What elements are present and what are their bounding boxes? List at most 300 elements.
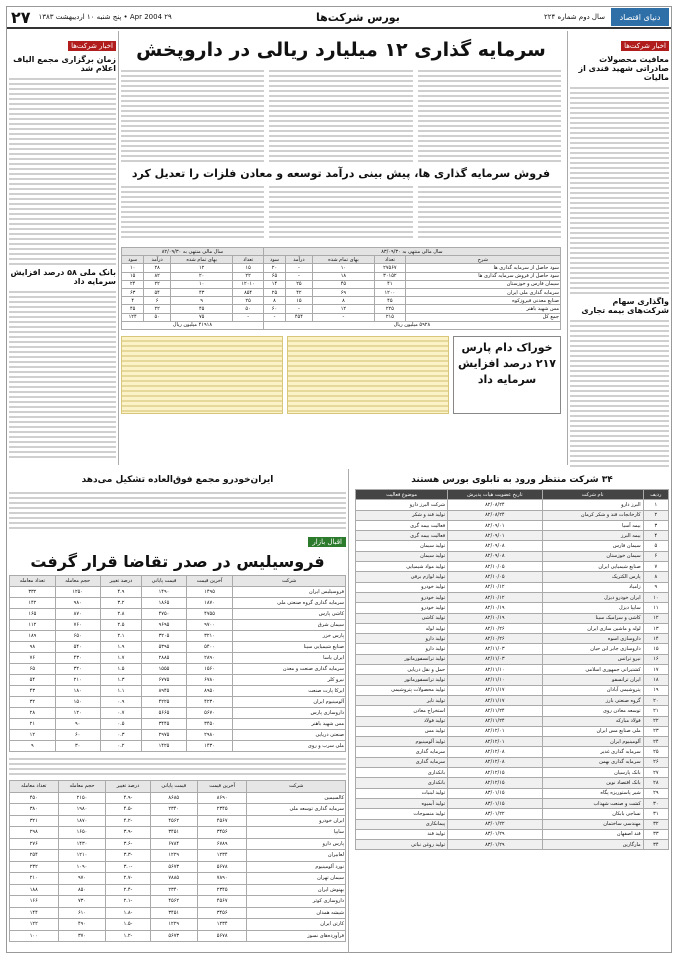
table-cell: بانک پارسیان: [542, 768, 643, 778]
newspaper-page: [6, 6, 672, 953]
table-cell: ملی سرب و روی: [233, 741, 346, 752]
table-cell: ۲۳۴۰: [150, 884, 198, 896]
table-cell: تولید مواد شیمیایی: [356, 562, 448, 572]
column-header: ردیف: [643, 490, 668, 500]
table-cell: ۷۵: [170, 313, 232, 321]
table-cell: ۲۷۶: [10, 838, 59, 850]
table-cell: ۱۵۵۵: [142, 664, 187, 675]
table-cell: ۳۲۱: [10, 815, 59, 827]
table-cell: مهندسی ساختمان: [542, 819, 643, 829]
table-cell: تولید لوازم برقی: [356, 572, 448, 582]
table-cell: ۱.۷: [100, 653, 141, 664]
table-cell: لوله و ماشین سازی ایران: [542, 623, 643, 633]
table-cell: ۸۲/۱۲/۱۵: [448, 778, 543, 788]
table-row: [356, 572, 669, 582]
table-cell: سیمان فارس: [542, 541, 643, 551]
investment-box: [453, 336, 561, 414]
table-cell: ۸۲/۰۹/۰۱: [448, 520, 543, 530]
table-cell: ۳۴۵۱: [150, 827, 198, 839]
table-cell: ۲: [643, 510, 668, 520]
table-cell: ۲۰: [263, 264, 285, 272]
table-row: [356, 531, 669, 541]
table-cell: ۲۲۵: [375, 305, 405, 313]
losers-table: [9, 780, 346, 942]
table-cell: ۱۸۷۰: [58, 815, 106, 827]
column-header: قیمت پایانی: [150, 781, 198, 793]
table-row: [356, 716, 669, 726]
table-cell: بهنوش ایران: [247, 884, 346, 896]
table-cell: ۸۲/۱۲/۰۸: [448, 747, 543, 757]
table-cell: فولاد مبارکه: [542, 716, 643, 726]
table-header-row: [356, 490, 669, 500]
table-cell: ۹۷۰۰: [186, 620, 232, 631]
table-row: [10, 930, 346, 942]
column-header: درصد تغییر: [100, 576, 141, 587]
table-cell: آلومینیوم ایران: [542, 737, 643, 747]
table-cell: -۱.۲: [106, 930, 150, 942]
table-row: [10, 827, 346, 839]
sidebar-headline-2: واگذاری سهام شرکت‌های بیمه تجاری: [581, 297, 669, 315]
table-row: [10, 598, 346, 609]
table-cell: ۷۸۸۵: [150, 873, 198, 885]
table-cell: ۴۲۳۰: [186, 697, 232, 708]
lower-boxes: [121, 336, 561, 414]
table-row: [122, 280, 561, 288]
table-cell: -۴.۵: [106, 804, 150, 816]
left-body-text-2: [9, 288, 116, 458]
table-cell: ۱۵: [233, 264, 263, 272]
table-row: [356, 551, 669, 561]
table-cell: ۱۱۲: [10, 620, 56, 631]
table-cell: تولید قند: [356, 829, 448, 839]
table-cell: ۴.۹: [100, 587, 141, 598]
table-cell: ۱۲: [170, 264, 232, 272]
table-cell: کشتیرانی جمهوری اسلامی: [542, 665, 643, 675]
newspaper-logo: دنیای اقتصاد: [611, 8, 669, 26]
table-cell: ۵۶۷۳: [150, 930, 198, 942]
table-cell: تولید آلومینیوم: [356, 737, 448, 747]
table-cell: ۲۵: [263, 288, 285, 296]
table-cell: ۸۲/۱۱/۲۴: [448, 706, 543, 716]
table-cell: ۱۸: [643, 675, 668, 685]
highlight-box: [287, 336, 449, 414]
table-cell: ۲۰: [643, 695, 668, 705]
table-cell: توسعه معادن روی: [542, 706, 643, 716]
table-cell: ۲۸: [144, 264, 171, 272]
pending-listings: [353, 469, 671, 953]
table-cell: ۸۲/۱۰/۰۵: [448, 562, 543, 572]
table-cell: تولید روغن نباتی: [356, 840, 448, 850]
table-cell: کالسیمین: [247, 792, 346, 804]
table-cell: ۴۹۰: [58, 919, 106, 931]
column-header: درآمد: [144, 256, 171, 264]
column-header: سود: [263, 256, 285, 264]
table-cell: ۱۲: [10, 730, 56, 741]
table-cell: تولید قند و شکر: [356, 510, 448, 520]
table-cell: ۲۸۹۰: [186, 653, 232, 664]
table-cell: ۱.۵: [100, 664, 141, 675]
table-cell: کشت و صنعت شهداب: [542, 798, 643, 808]
table-row: [356, 675, 669, 685]
table-cell: ۴۳: [10, 686, 56, 697]
table-cell: ۴۵: [312, 280, 374, 288]
column-header: بهای تمام شده: [170, 256, 232, 264]
article-column: [121, 183, 264, 241]
table-row: [10, 730, 346, 741]
table-cell: آلومینیوم ایران: [233, 697, 346, 708]
table-cell: ۵۶۶۵: [142, 708, 187, 719]
table-cell: ۹۰: [55, 719, 100, 730]
table-cell: کارتن ایران: [247, 919, 346, 931]
table-cell: -۳.۹: [106, 827, 150, 839]
table-cell: ۸۹۴۵: [142, 686, 187, 697]
table-row: [10, 838, 346, 850]
table-cell: سرمایه گذاری صنعت و معدن: [233, 664, 346, 675]
table-row: [356, 500, 669, 510]
table-cell: ۸۲/۰۹/۰۱: [448, 531, 543, 541]
table-row: [356, 737, 669, 747]
table-cell: ۶۵: [10, 664, 56, 675]
table-cell: ۸۲: [144, 272, 171, 280]
table-cell: ۴۲: [286, 288, 313, 296]
table-cell: -۱.۸: [106, 907, 150, 919]
table-footer-row: [122, 321, 561, 329]
table-row: [356, 582, 669, 592]
sidebar-ribbon: اخبار شرکت‌ها: [621, 41, 669, 51]
left-headline-2: بانک ملی ۵۸ درصد افزایش سرمایه داد: [10, 268, 116, 286]
table-cell: ۵۰: [233, 305, 263, 313]
table-cell: ۵۶۷۸: [198, 930, 247, 942]
table-cell: ۶۵: [263, 272, 285, 280]
table-cell: ۳۴۵۰: [186, 719, 232, 730]
market-section: [7, 469, 349, 953]
table-cell: ۱۰: [312, 264, 374, 272]
table-row: [356, 654, 669, 664]
table-row: [356, 788, 669, 798]
table-cell: ۹: [643, 582, 668, 592]
column-header: تعداد: [375, 256, 405, 264]
table-cell: سیمان خوزستان: [542, 551, 643, 561]
table-cell: صنایع معدنی فیروزکوه: [405, 297, 560, 305]
table-cell: ۷۶۰: [55, 620, 100, 631]
table-cell: ۱۸۶۵: [142, 598, 187, 609]
table-row: [356, 726, 669, 736]
table-cell: ۳۷۰: [58, 930, 106, 942]
article-column: [418, 183, 561, 241]
table-cell: ۱۰: [170, 280, 232, 288]
table-cell: ۸: [263, 297, 285, 305]
table-cell: ۸۲/۱۰/۰۵: [448, 572, 543, 582]
column-header: بهای تمام شده: [312, 256, 374, 264]
table-cell: ۱۴۳۰: [186, 741, 232, 752]
table-cell: ۲.۸: [100, 609, 141, 620]
table-cell: ۸۲/۱۱/۱۰: [448, 675, 543, 685]
table-cell: ۱.۳: [100, 675, 141, 686]
table-cell: ۲۹۸: [10, 827, 59, 839]
article-column: [269, 183, 412, 241]
column-header: درآمد: [286, 256, 313, 264]
table-cell: ۸۲/۱۲/۰۸: [448, 757, 543, 767]
table-cell: سرمایه گذاری توسعه ملی: [247, 804, 346, 816]
article-column: [418, 67, 561, 163]
table-row: [356, 520, 669, 530]
table-cell: ۸۹۵۰: [186, 686, 232, 697]
table-cell: ۲۷۵۶۷: [375, 264, 405, 272]
table-cell: پارس خزر: [233, 631, 346, 642]
table-cell: نیرو کلر: [233, 675, 346, 686]
table-header-row: [122, 256, 561, 264]
table-cell: ۹۸۰: [55, 598, 100, 609]
table-cell: ۶۷۸۴: [150, 838, 198, 850]
table-cell: فروسیلیس ایران: [233, 587, 346, 598]
column-header: تاریخ عضویت هیات پذیرش: [448, 490, 543, 500]
table-cell: نورد آلومینیوم: [247, 861, 346, 873]
table-row: [10, 653, 346, 664]
table-cell: ۱۸: [312, 272, 374, 280]
table-cell: ۸۳/۰۱/۱۵: [448, 788, 543, 798]
table-row: [10, 642, 346, 653]
table-cell: ۲۵۴: [10, 850, 59, 862]
table-cell: -۴.۲: [106, 815, 150, 827]
table-cell: ۸۳/۰۱/۲۲: [448, 809, 543, 819]
table-cell: ۴۵: [170, 305, 232, 313]
table-row: [356, 541, 669, 551]
table-cell: ۸۲/۱۰/۱۹: [448, 613, 543, 623]
table-row: [10, 664, 346, 675]
table-cell: ۲۴: [122, 280, 144, 288]
table-cell: ۱۲۳۴: [198, 850, 247, 862]
ikco-text: [9, 489, 346, 529]
table-cell: تولید سیمان: [356, 551, 448, 561]
table-cell: -۲.۱: [106, 896, 150, 908]
table-cell: ۶۷۸۰: [186, 675, 232, 686]
table-cell: ۳۲۰: [55, 664, 100, 675]
table-cell: ۲۵: [286, 280, 313, 288]
table-cell: -: [312, 313, 374, 321]
table-cell: ۶۰: [263, 305, 285, 313]
table-title-row: [122, 248, 561, 256]
table-header-row: [10, 781, 346, 793]
table-cell: ۶۱۰: [58, 907, 106, 919]
table-cell: ۴۵: [375, 297, 405, 305]
table-cell: سیمان شرق: [233, 620, 346, 631]
table-cell: ۱۲: [643, 613, 668, 623]
table-cell: تولید خودرو: [356, 592, 448, 602]
table-cell: سرمایه گذاری: [356, 747, 448, 757]
table-row: [10, 884, 346, 896]
table-cell: ۱۰: [643, 592, 668, 602]
listings-headline: ۳۴ شرکت منتظر ورود به تابلوی بورس هستند: [411, 475, 613, 485]
table-cell: قند اصفهان: [542, 829, 643, 839]
table-cell: ۲۸۸۵: [142, 653, 187, 664]
table-cell: ۱۲۰: [55, 708, 100, 719]
table-cell: ۲۷: [643, 768, 668, 778]
table-header-row: [10, 576, 346, 587]
table-cell: ۱۶۵: [10, 609, 56, 620]
table-cell: استخراج معادن: [356, 706, 448, 716]
table-cell: ۱۶۶: [10, 896, 59, 908]
table-cell: ۷: [643, 562, 668, 572]
sidebar-ribbon-left: اخبار شرکت‌ها: [68, 41, 116, 51]
table-row: [10, 686, 346, 697]
column-header: آخرین قیمت: [186, 576, 232, 587]
table-cell: ۱۴۴: [10, 907, 59, 919]
table-cell: ۱۴: [643, 634, 668, 644]
table-cell: ۱۷: [643, 665, 668, 675]
table-cell: ۱۸۰: [55, 686, 100, 697]
table-cell: ۸۲/۱۰/۱۹: [448, 603, 543, 613]
table-row: [356, 623, 669, 633]
table-cell: -: [263, 313, 285, 321]
table-cell: ۸۷۰: [55, 609, 100, 620]
footer-right: ۵۹۲۸ میلیون ریال: [263, 321, 560, 329]
table-row: [10, 708, 346, 719]
table-row: [356, 665, 669, 675]
main-article: [121, 31, 561, 465]
table-cell: ۲۳۴۵: [198, 804, 247, 816]
ikco-headline: ایران‌خودرو مجمع فوق‌العاده تشکیل می‌دهد: [81, 475, 274, 485]
table-row: [356, 768, 669, 778]
table-cell: ۱۴۹۰: [142, 587, 187, 598]
table-row: [356, 747, 669, 757]
table-cell: بانکداری: [356, 778, 448, 788]
table-cell: ۵۶۷۸: [198, 861, 247, 873]
table-cell: ۸۲/۱۲/۰۱: [448, 737, 543, 747]
table-cell: ۴۵: [122, 305, 144, 313]
table-cell: ایران خودرو دیزل: [542, 592, 643, 602]
table-cell: ۳۳: [643, 829, 668, 839]
left-body-text: [9, 75, 116, 265]
table-cell: ۶۷۸۹: [198, 838, 247, 850]
table-row: [10, 896, 346, 908]
table-cell: ایران یاسا: [233, 653, 346, 664]
table-cell: ۴۵۰: [10, 792, 59, 804]
table-row: [10, 873, 346, 885]
section-title: بورس شرکت‌ها: [316, 10, 400, 24]
table-cell: ۲۱: [10, 719, 56, 730]
table-cell: ۸۲/۱۱/۰۳: [448, 644, 543, 654]
table-row: [10, 587, 346, 598]
table-cell: تولید آبمیوه: [356, 798, 448, 808]
sub-article-columns: [121, 183, 561, 241]
column-header: شرکت: [247, 781, 346, 793]
table-cell: ۶۵۰: [55, 631, 100, 642]
table-cell: -: [286, 264, 313, 272]
table-cell: ۲۸: [10, 708, 56, 719]
table-cell: مس شهید باهنر: [405, 305, 560, 313]
table-cell: ۸۵۰: [58, 884, 106, 896]
table-row: [356, 840, 669, 850]
table-cell: ۵۴: [144, 288, 171, 296]
table-cell: ۴۳۰: [55, 653, 100, 664]
table-cell: ۱۵: [643, 644, 668, 654]
table-cell: نساجی بابکان: [542, 809, 643, 819]
table-row: [356, 562, 669, 572]
table-cell: ۸۶۸۵: [150, 792, 198, 804]
table-cell: بیمه البرز: [542, 531, 643, 541]
table-cell: ۲۳۴۵: [198, 884, 247, 896]
table-cell: ۱۲۲: [10, 919, 59, 931]
table-cell: ۸۲/۱۲/۰۱: [448, 726, 543, 736]
table-cell: پیمانکاری: [356, 819, 448, 829]
table-cell: داروسازی کوثر: [247, 896, 346, 908]
table-cell: ۳۲۱۰: [186, 631, 232, 642]
table-cell: بانکداری: [356, 768, 448, 778]
column-header: موضوع فعالیت: [356, 490, 448, 500]
table-row: [356, 613, 669, 623]
table-cell: ۸۳/۰۱/۲۲: [448, 819, 543, 829]
table-cell: کاشی و سرامیک سینا: [542, 613, 643, 623]
table-row: [356, 634, 669, 644]
table-cell: صنایع شیمیایی سینا: [233, 642, 346, 653]
table-cell: ۸۲/۱۲/۱۵: [448, 768, 543, 778]
table-cell: ۲۲: [144, 305, 171, 313]
table-cell: ۳۴۵۱: [150, 907, 198, 919]
table-row: [10, 675, 346, 686]
table-cell: ۴۵۶۲: [150, 896, 198, 908]
table-cell: ۲۲: [233, 272, 263, 280]
table-row: [356, 819, 669, 829]
table-cell: -: [233, 313, 263, 321]
table-cell: مس شهید باهنر: [233, 719, 346, 730]
table-cell: ۱۲۵۰: [55, 587, 100, 598]
table-cell: ۳۴: [643, 840, 668, 850]
table-cell: ۱۵۶۰: [186, 664, 232, 675]
table-cell: ۳۰: [643, 798, 668, 808]
listings-table: [355, 489, 669, 850]
highlight-box-2: [121, 336, 283, 414]
table-row: [356, 603, 669, 613]
table-cell: جمع کل: [405, 313, 560, 321]
table-cell: ۸۲/۱۰/۲۶: [448, 634, 543, 644]
table-cell: ۳.۲: [100, 598, 141, 609]
table-cell: ۵۰: [144, 313, 171, 321]
table-cell: ۱۱: [643, 603, 668, 613]
table-cell: ۳۰۱۵۲: [375, 272, 405, 280]
table-cell: پتروشیمی آبادان: [542, 685, 643, 695]
table-cell: تولید دارو: [356, 634, 448, 644]
table-row: [122, 288, 561, 296]
table-cell: ۲۳۲: [10, 861, 59, 873]
table-cell: داروسازی جابر ابن حیان: [542, 644, 643, 654]
table-cell: ۳۴۴۵: [142, 719, 187, 730]
column-header: سود: [122, 256, 144, 264]
table-cell: ۹: [10, 741, 56, 752]
table-cell: ۱۴۲: [10, 598, 56, 609]
table-cell: ۳۲: [643, 819, 668, 829]
table-cell: بانک اقتصاد نوین: [542, 778, 643, 788]
table-cell: ۴۵۴: [286, 313, 313, 321]
column-header: درصد تغییر: [106, 781, 150, 793]
left-headline-1: زمان برگزاری مجمع الیاف اعلام شد: [13, 55, 116, 73]
table-period-right: سال مالی منتهی به ۸۳/۰۹/۳۰: [263, 248, 560, 256]
table-cell: فعالیت بیمه گری: [356, 531, 448, 541]
table-cell: ۱۴: [263, 280, 285, 288]
table-cell: تولید ترانسفورماتور: [356, 675, 448, 685]
table-cell: ۱: [643, 500, 668, 510]
table-cell: ۶: [144, 297, 171, 305]
table-cell: ۳۴۵۶: [198, 827, 247, 839]
table-cell: ۲۱۵: [375, 313, 405, 321]
table-cell: ۱۲: [312, 305, 374, 313]
table-row: [10, 850, 346, 862]
sidebar-headline-1: معافیت محصولات صادراتی شهید قندی از مالیات: [578, 55, 669, 82]
table-cell: ۱۰۰: [10, 930, 59, 942]
table-cell: ۴: [643, 531, 668, 541]
table-cell: داروسازی اسوه: [542, 634, 643, 644]
table-cell: ۰.۳: [100, 730, 141, 741]
table-row: [10, 631, 346, 642]
